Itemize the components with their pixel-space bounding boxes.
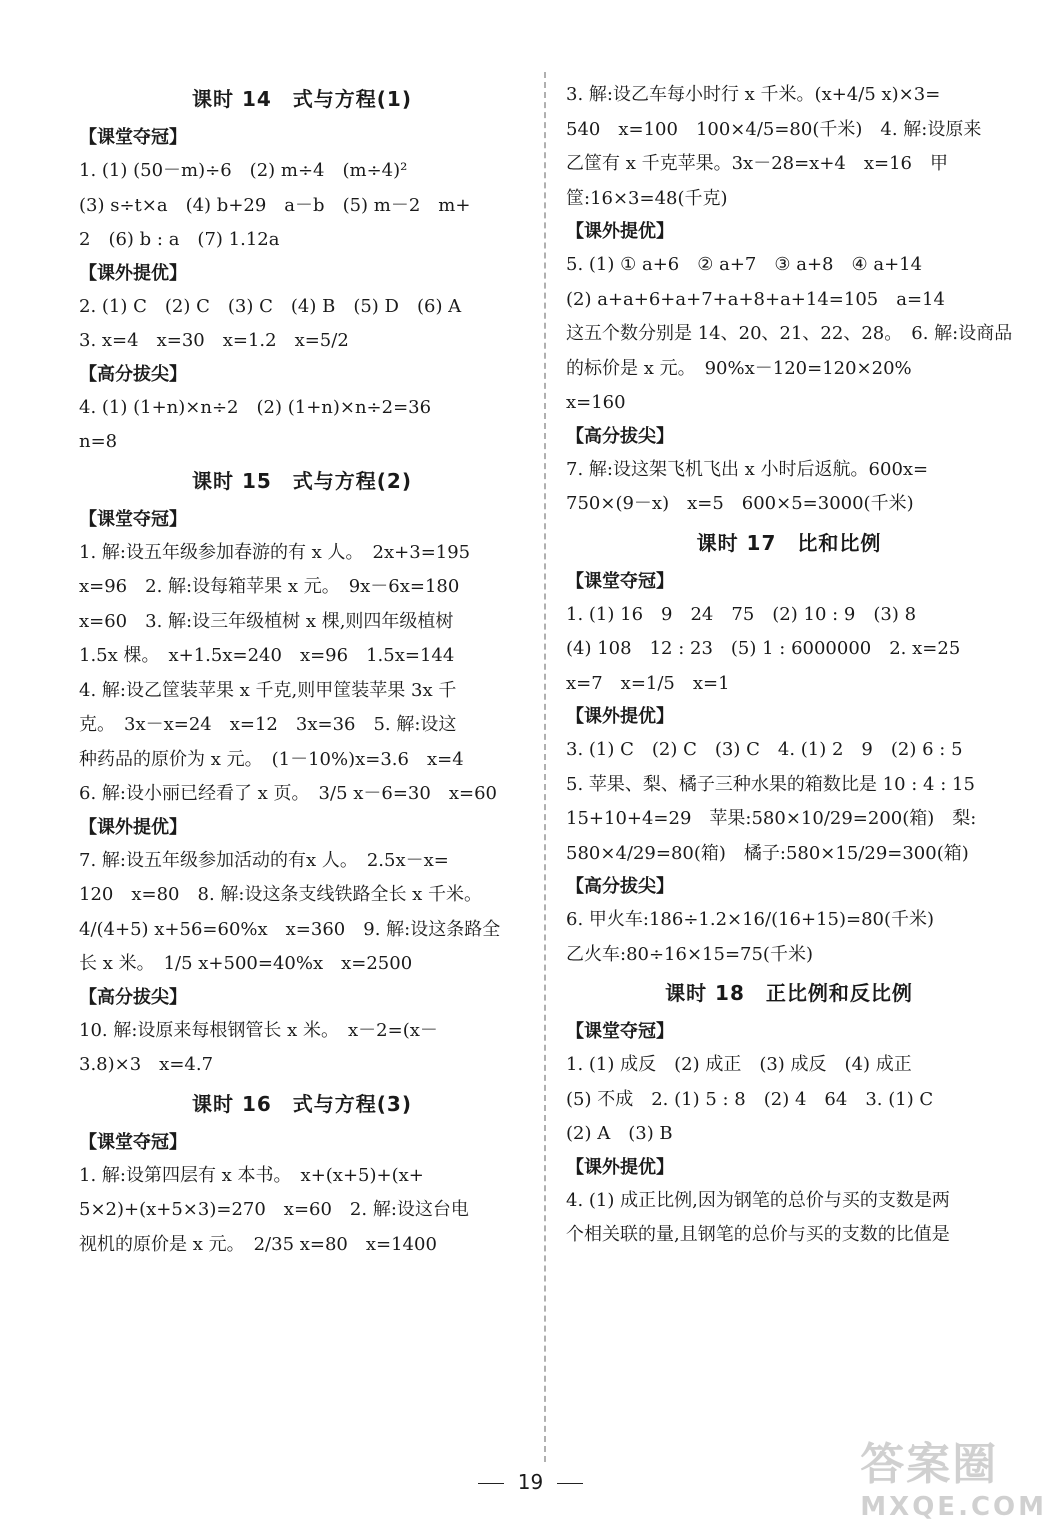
answer-line: 6. 甲火车:186÷1.2×16/(16+15)=80(千米): [566, 909, 935, 930]
answer-line: 筐:16×3=48(千克): [566, 187, 728, 209]
answer-line: 个相关联的量,且钢笔的总价与买的支数的比值是: [566, 1224, 950, 1245]
answer-line: 克。 3x－x=24 x=12 3x=36 5. 解:设这: [79, 714, 457, 735]
lesson-title: 课时 14 式与方程(1): [192, 87, 412, 111]
answer-line: 580×4/29=80(箱) 橘子:580×15/29=300(箱): [566, 842, 969, 864]
answer-line: 1. (1) 16 9 24 75 (2) 10 : 9 (3) 8: [566, 603, 917, 625]
answer-line: 1. 解:设第四层有 x 本书。 x+(x+5)+(x+: [79, 1164, 424, 1186]
answer-line: x=7 x=1/5 x=1: [566, 672, 730, 694]
answer-line: (3) s÷t×a (4) b+29 a－b (5) m－2 m+: [79, 194, 471, 216]
answer-line: 5. 苹果、梨、橘子三种水果的箱数比是 10 : 4 : 15: [566, 773, 975, 795]
answer-line: 乙火车:80÷16×15=75(千米): [566, 943, 813, 965]
lesson-title: 课时 16 式与方程(3): [192, 1091, 412, 1116]
answer-line: 540 x=100 100×4/5=80(千米) 4. 解:设原来: [566, 118, 982, 140]
lesson-title: 课时 18 正比例和反比例: [665, 981, 913, 1005]
answer-line: 4/(4+5) x+56=60%x x=360 9. 解:设这条路全: [79, 918, 501, 940]
answer-line: 4. (1) (1+n)×n÷2 (2) (1+n)×n÷2=36: [79, 396, 432, 418]
answer-line: 120 x=80 8. 解:设这条支线铁路全长 x 千米。: [79, 884, 483, 905]
answer-line: 750×(9－x) x=5 600×5=3000(千米): [566, 493, 914, 514]
page-number-text: 19: [517, 1470, 544, 1494]
answer-line: (2) a+a+6+a+7+a+8+a+14=105 a=14: [566, 288, 945, 310]
answer-line: 3. (1) C (2) C (3) C 4. (1) 2 9 (2) 6 : 5: [566, 739, 963, 760]
answer-line: 5. (1) ① a+6 ② a+7 ③ a+8 ④ a+14: [566, 254, 923, 275]
answer-line: 4. 解:设乙筐装苹果 x 千克,则甲筐装苹果 3x 千: [79, 679, 457, 701]
answer-line: 1. (1) (50－m)÷6 (2) m÷4 (m÷4)²: [79, 160, 408, 181]
answer-line: (2) A (3) B: [566, 1123, 673, 1144]
section-heading: 【课堂夺冠】: [566, 570, 674, 592]
answer-line: (5) 不成 2. (1) 5 : 8 (2) 4 64 3. (1) C: [566, 1088, 934, 1110]
section-heading: 【高分拔尖】: [566, 425, 674, 447]
answer-line: 3.8)×3 x=4.7: [79, 1054, 214, 1075]
section-heading: 【课外提优】: [566, 706, 674, 727]
watermark-logo: [860, 1428, 1047, 1522]
answer-line: 15+10+4=29 苹果:580×10/29=200(箱) 梨:: [566, 808, 977, 829]
section-heading: 【高分拔尖】: [79, 986, 187, 1008]
section-heading: 【课外提优】: [566, 1156, 674, 1178]
answer-line: 种药品的原价为 x 元。 (1－10%)x=3.6 x=4: [79, 748, 464, 770]
left-column: [79, 78, 525, 1262]
answer-line: 1. 解:设五年级参加春游的有 x 人。 2x+3=195: [79, 541, 471, 563]
watermark-url: MXQE.COM: [860, 1492, 1047, 1522]
answer-line: 乙筐有 x 千克苹果。3x－28=x+4 x=16 甲: [566, 153, 949, 174]
answer-line: 7. 解:设这架飞机飞出 x 小时后返航。600x=: [566, 458, 929, 480]
answer-line: 2 (6) b : a (7) 1.12a: [79, 229, 280, 250]
answer-line: x=160: [566, 392, 626, 413]
answer-line: x=96 2. 解:设每箱苹果 x 元。 9x－6x=180: [79, 576, 460, 597]
column-divider: [544, 72, 546, 1462]
answer-line: 视机的原价是 x 元。 2/35 x=80 x=1400: [79, 1233, 437, 1255]
section-heading: 【课堂夺冠】: [79, 508, 187, 530]
section-heading: 【课外提优】: [79, 262, 187, 284]
lesson-title: 课时 15 式与方程(2): [192, 468, 412, 493]
answer-line: (4) 108 12 : 23 (5) 1 : 6000000 2. x=25: [566, 638, 961, 659]
answer-line: 的标价是 x 元。 90%x－120=120×20%: [566, 357, 912, 379]
answer-line: 1.5x 棵。 x+1.5x=240 x=96 1.5x=144: [79, 645, 455, 666]
section-heading: 【高分拔尖】: [79, 363, 187, 385]
answer-line: 7. 解:设五年级参加活动的有x 人。 2.5x－x=: [79, 849, 449, 871]
answer-line: 10. 解:设原来每根钢管长 x 米。 x－2=(x－: [79, 1019, 438, 1041]
watermark-text: 答案圈: [860, 1439, 999, 1490]
dash-left: [478, 1483, 504, 1484]
right-column: [566, 78, 1012, 1253]
answer-line: 3. x=4 x=30 x=1.2 x=5/2: [79, 330, 349, 351]
section-heading: 【高分拔尖】: [566, 876, 674, 897]
section-heading: 【课外提优】: [79, 816, 187, 838]
answer-line: 这五个数分别是 14、20、21、22、28。 6. 解:设商品: [566, 323, 1013, 344]
answer-line: n=8: [79, 431, 118, 452]
answer-line: 3. 解:设乙车每小时行 x 千米。(x+4/5 x)×3=: [566, 84, 941, 105]
section-heading: 【课堂夺冠】: [566, 1021, 674, 1042]
lesson-title: 课时 17 比和比例: [696, 530, 882, 555]
answer-line: x=60 3. 解:设三年级植树 x 棵,则四年级植树: [79, 610, 454, 632]
answer-line: 4. (1) 成正比例,因为钢笔的总价与买的支数是两: [566, 1189, 950, 1211]
section-heading: 【课堂夺冠】: [79, 1131, 187, 1153]
answer-line: 5×2)+(x+5×3)=270 x=60 2. 解:设这台电: [79, 1199, 469, 1220]
answer-line: 长 x 米。 1/5 x+500=40%x x=2500: [79, 953, 413, 974]
answer-line: 6. 解:设小丽已经看了 x 页。 3/5 x－6=30 x=60: [79, 783, 497, 804]
dash-right: [557, 1483, 583, 1484]
answer-line: 1. (1) 成反 (2) 成正 (3) 成反 (4) 成正: [566, 1054, 912, 1075]
answer-line: 2. (1) C (2) C (3) C (4) B (5) D (6) A: [79, 295, 462, 317]
section-heading: 【课外提优】: [566, 221, 674, 242]
section-heading: 【课堂夺冠】: [79, 127, 187, 148]
